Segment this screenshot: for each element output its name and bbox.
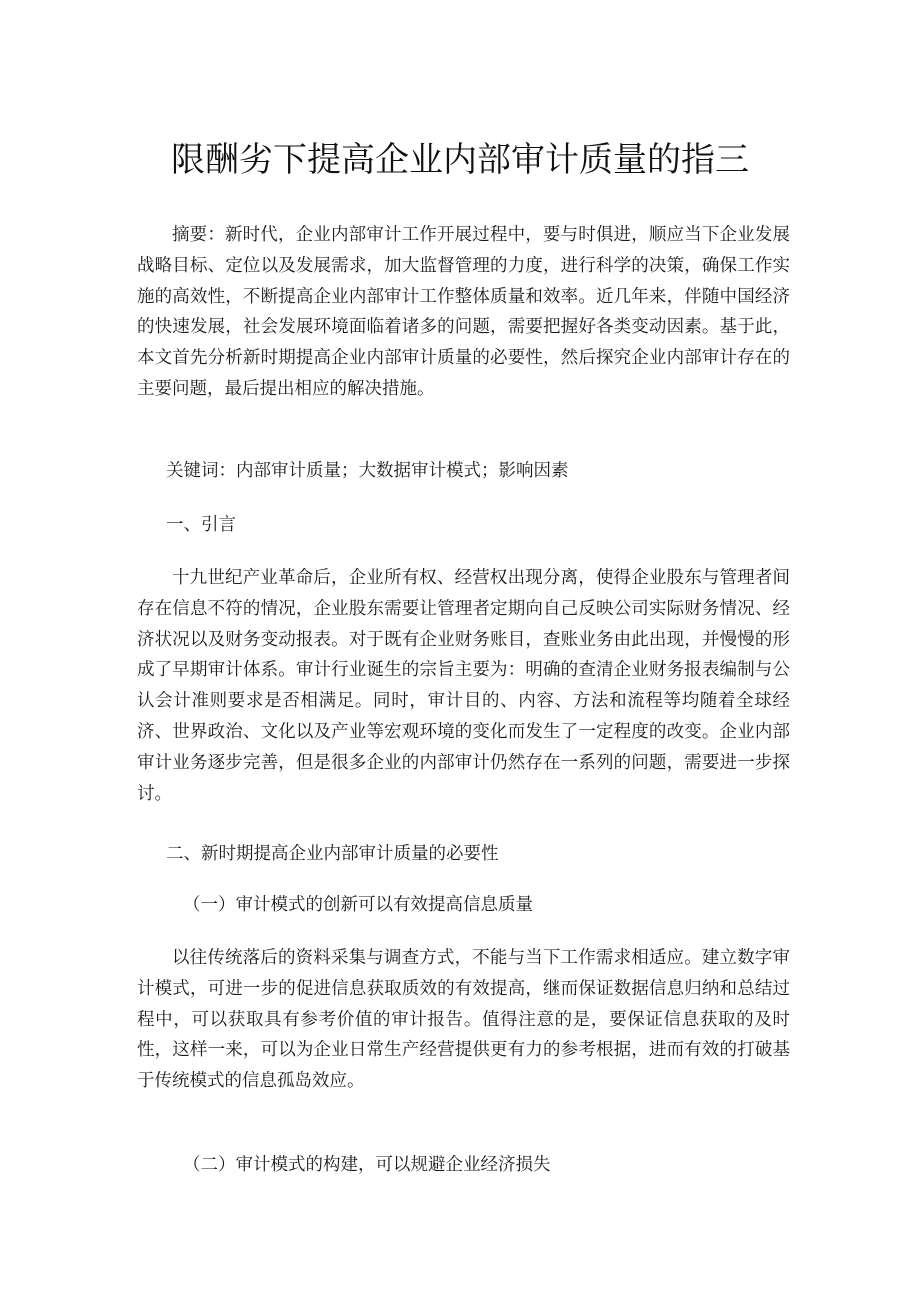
abstract-paragraph: 摘要：新时代，企业内部审计工作开展过程中，要与时俱进，顺应当下企业发展战略目标、定位以及发展需求，加大监督管理的力度，进行科学的决策，确保工作实施的高效性，不断提高企业内部审计工作整体质量和效率。近几年来，伴随中国经济的快速发展，社会发展环境面临着诸多的问题，需要把握好各类变动因素。基于此，本文首先分析新时期提高企业内部审计质量的必要性，然后探究企业内部审计存在的主要问题，最后提出相应的解决措施。 bbox=[137, 225, 790, 399]
document-title: 限酬劣下提高企业内部审计质量的指三 bbox=[171, 140, 749, 180]
subsection-heading-economic-loss: （二）审计模式的构建，可以规避企业经济损失 bbox=[183, 1155, 551, 1175]
subsection-heading-information-quality: （一）审计模式的创新可以有效提高信息质量 bbox=[183, 895, 533, 915]
information-quality-paragraph: 以往传统落后的资料采集与调查方式，不能与当下工作需求相适应。建立数字审计模式，可进一步的促进信息获取质效的有效提高，继而保证数据信息归纳和总结过程中，可以获取具有参考价值的审计报告。值得注意的是，要保证信息获取的及时性，这样一来，可以为企业日常生产经营提供更有力的参考根据，进而有效的打破基于传统模式的信息孤岛效应。 bbox=[137, 948, 790, 1092]
section-heading-introduction: 一、引言 bbox=[166, 515, 236, 535]
section-heading-necessity: 二、新时期提高企业内部审计质量的必要性 bbox=[166, 844, 499, 864]
introduction-paragraph: 十九世纪产业革命后，企业所有权、经营权出现分离，使得企业股东与管理者间存在信息不符的情况，企业股东需要让管理者定期向自己反映公司实际财务情况、经济状况以及财务变动报表。对于既有企业财务账目，查账业务由此出现，并慢慢的形成了早期审计体系。审计行业诞生的宗旨主要为：明确的查清企业财务报表编制与公认会计准则要求是否相满足。同时，审计目的、内容、方法和流程等均随着全球经济、世界政治、文化以及产业等宏观环境的变化而发生了一定程度的改变。企业内部审计业务逐步完善，但是很多企业的内部审计仍然存在一系列的问题，需要进一步探讨。 bbox=[137, 568, 790, 804]
keywords-line: 关键词：内部审计质量；大数据审计模式；影响因素 bbox=[166, 461, 569, 481]
